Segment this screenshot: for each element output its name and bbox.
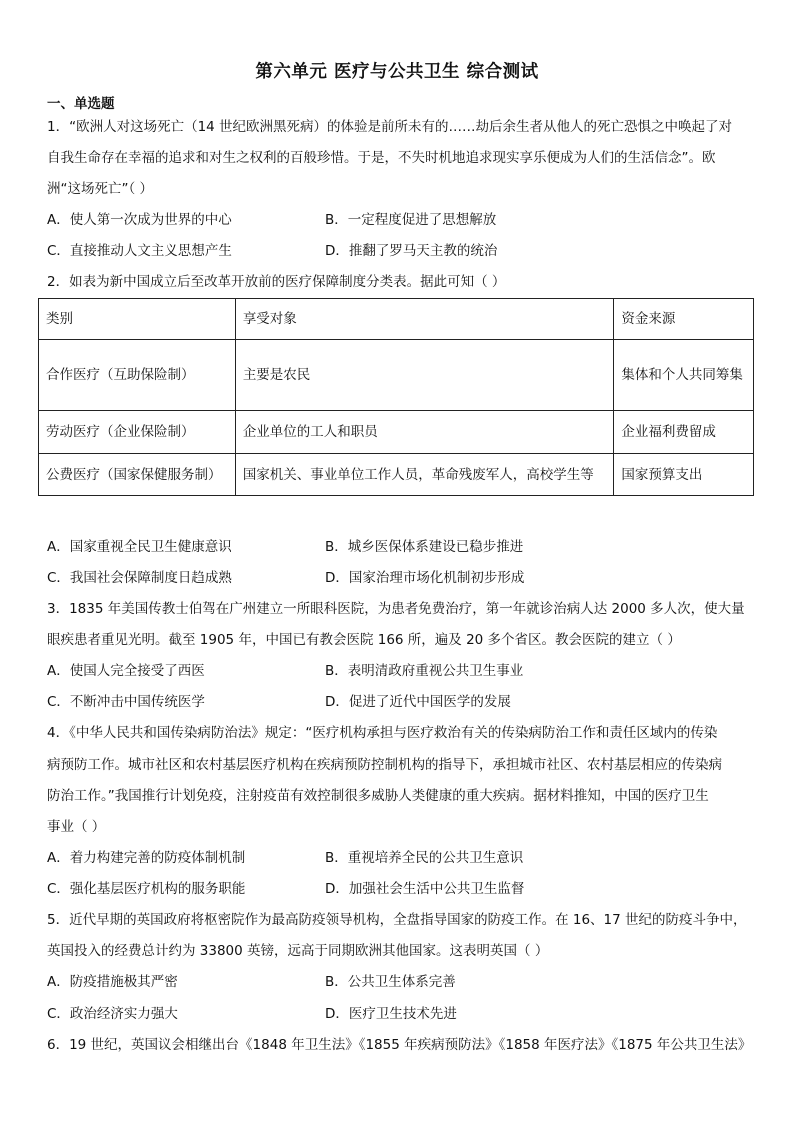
table-cell: 企业单位的工人和职员 xyxy=(235,411,614,454)
table-header-row xyxy=(39,299,754,340)
q6-line-1: 6．19 世纪，英国议会相继出台《1848 年卫生法》《1855 年疾病预防法》《1858 年医疗法》《1875 年公共卫生法》 xyxy=(47,1037,752,1053)
q5-option-b: B．公共卫生体系完善 xyxy=(325,974,456,990)
q2-option-a: A．国家重视全民卫生健康意识 xyxy=(47,539,232,555)
q3-line-1: 3．1835 年美国传教士伯驾在广州建立一所眼科医院，为患者免费治疗，第一年就诊治病人达 2000 多人次，使大量 xyxy=(47,601,745,617)
table-header-cell: 资金来源 xyxy=(614,299,754,340)
q2-option-d: D．国家治理市场化机制初步形成 xyxy=(325,570,525,586)
q1-option-d: D．推翻了罗马天主教的统治 xyxy=(325,243,498,259)
q4-line-4: 事业（ ） xyxy=(47,819,106,835)
table-header-cell: 享受对象 xyxy=(235,299,614,340)
q5-line-2: 英国投入的经费总计约为 33800 英镑，远高于同期欧洲其他国家。这表明英国（ ） xyxy=(47,943,549,959)
q5-option-c: C．政治经济实力强大 xyxy=(47,1006,178,1022)
q3-option-c: C．不断冲击中国传统医学 xyxy=(47,694,205,710)
q5-line-1: 5．近代早期的英国政府将枢密院作为最高防疫领导机构，全盘指导国家的防疫工作。在 16、17 世纪的防疫斗争中， xyxy=(47,912,747,928)
section-heading: 一、单选题 xyxy=(47,96,115,112)
table-cell: 国家机关、事业单位工作人员，革命残废军人，高校学生等 xyxy=(235,454,614,496)
table-cell: 劳动医疗（企业保险制） xyxy=(39,411,236,454)
table-cell: 国家预算支出 xyxy=(614,454,754,496)
q4-line-3: 防治工作。”我国推行计划免疫，注射疫苗有效控制很多威胁人类健康的重大疾病。据材料推知，中国的医疗卫生 xyxy=(47,788,709,804)
q4-option-b: B．重视培养全民的公共卫生意识 xyxy=(325,850,524,866)
q2-option-b: B．城乡医保体系建设已稳步推进 xyxy=(325,539,524,555)
q2-line-1: 2．如表为新中国成立后至改革开放前的医疗保障制度分类表。据此可知（ ） xyxy=(47,274,506,290)
q1-line-2: 自我生命存在幸福的追求和对生之权利的百般珍惜。于是，不失时机地追求现实享乐便成为人们的生活信念”。欧 xyxy=(47,150,716,166)
q4-line-2: 病预防工作。城市社区和农村基层医疗机构在疾病预防控制机构的指导下，承担城市社区、农村基层相应的传染病 xyxy=(47,757,722,773)
q4-option-d: D．加强社会生活中公共卫生监督 xyxy=(325,881,525,897)
medical-insurance-table xyxy=(38,298,754,496)
table-header-cell: 类别 xyxy=(39,299,236,340)
q1-line-1: 1．“欧洲人对这场死亡（14 世纪欧洲黑死病）的体验是前所未有的……劫后余生者从他人的死亡恐惧之中唤起了对 xyxy=(47,119,733,135)
table-row xyxy=(39,454,754,496)
table-row xyxy=(39,340,754,411)
q1-option-c: C．直接推动人文主义思想产生 xyxy=(47,243,232,259)
q2-option-c: C．我国社会保障制度日趋成熟 xyxy=(47,570,232,586)
q5-option-a: A．防疫措施极其严密 xyxy=(47,974,178,990)
q3-line-2: 眼疾患者重见光明。截至 1905 年，中国已有教会医院 166 所，遍及 20 多个省区。教会医院的建立（ ） xyxy=(47,632,681,648)
q4-line-1: 4．《中华人民共和国传染病防治法》规定：“医疗机构承担与医疗救治有关的传染病防治工作和责任区域内的传染 xyxy=(47,725,718,741)
q3-option-a: A．使国人完全接受了西医 xyxy=(47,663,205,679)
q4-option-a: A．着力构建完善的防疫体制机制 xyxy=(47,850,246,866)
table-cell: 合作医疗（互助保险制） xyxy=(39,340,236,411)
q5-option-d: D．医疗卫生技术先进 xyxy=(325,1006,457,1022)
q1-line-3: 洲“这场死亡”（ ） xyxy=(47,181,154,197)
q1-option-a: A．使人第一次成为世界的中心 xyxy=(47,212,232,228)
table-cell: 企业福利费留成 xyxy=(614,411,754,454)
table-cell: 主要是农民 xyxy=(235,340,614,411)
page-title: 第六单元 医疗与公共卫生 综合测试 xyxy=(255,62,539,82)
table-row xyxy=(39,411,754,454)
q1-option-b: B．一定程度促进了思想解放 xyxy=(325,212,497,228)
table-cell: 集体和个人共同筹集 xyxy=(614,340,754,411)
table-cell: 公费医疗（国家保健服务制） xyxy=(39,454,236,496)
q4-option-c: C．强化基层医疗机构的服务职能 xyxy=(47,881,246,897)
q3-option-b: B．表明清政府重视公共卫生事业 xyxy=(325,663,524,679)
q3-option-d: D．促进了近代中国医学的发展 xyxy=(325,694,511,710)
